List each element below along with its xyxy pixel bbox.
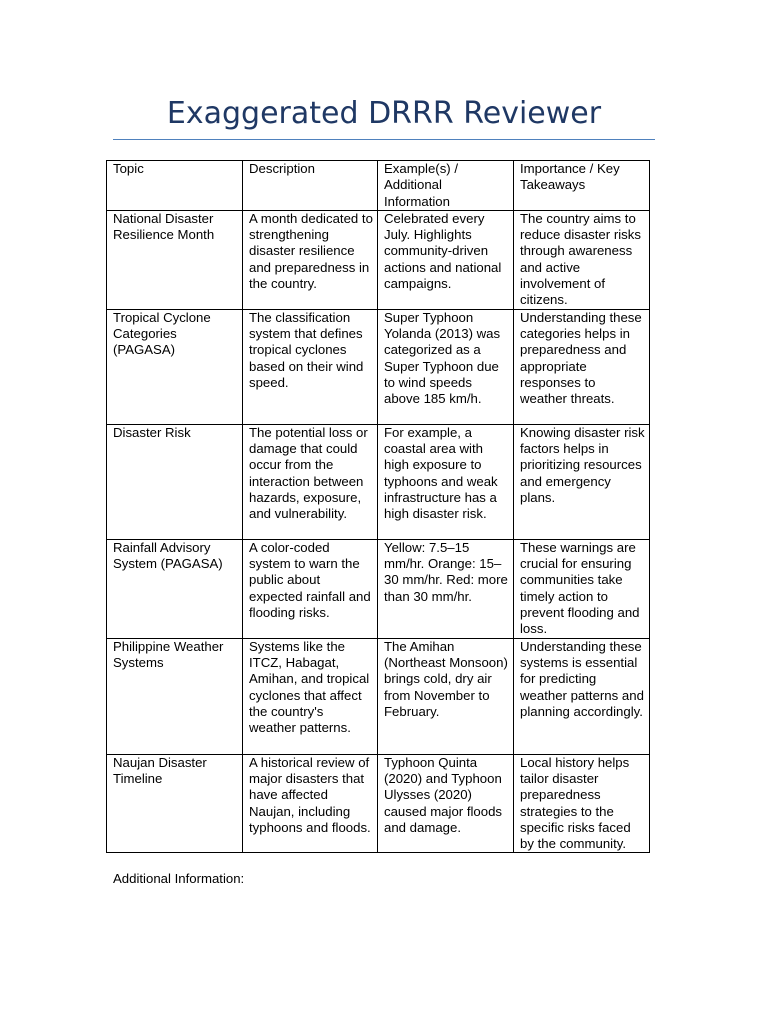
cell-examples: The Amihan (Northeast Monsoon) brings cold, dry air from November to February. [378,638,514,754]
cell-importance: Understanding these categories helps in preparedness and appropriate responses to weather threats. [514,309,650,424]
reviewer-table [106,160,650,853]
header-examples: Example(s) / Additional Information [378,161,514,211]
cell-examples: Typhoon Quinta (2020) and Typhoon Ulysses (2020) caused major floods and damage. [378,754,514,853]
table-row [107,210,650,309]
cell-description: The classification system that defines tropical cyclones based on their wind speed. [243,309,378,424]
header-importance: Importance / Key Takeaways [514,161,650,211]
cell-importance: Local history helps tailor disaster preparedness strategies to the specific risks faced by the community. [514,754,650,853]
cell-importance: Knowing disaster risk factors helps in prioritizing resources and emergency plans. [514,424,650,539]
cell-description: A color-coded system to warn the public about expected rainfall and flooding risks. [243,539,378,638]
cell-examples: Yellow: 7.5–15 mm/hr. Orange: 15–30 mm/hr. Red: more than 30 mm/hr. [378,539,514,638]
cell-examples: Super Typhoon Yolanda (2013) was categorized as a Super Typhoon due to wind speeds above 185 km/h. [378,309,514,424]
table-row [107,638,650,754]
table-row [107,539,650,638]
additional-information-label: Additional Information: [113,871,245,886]
cell-description: A historical review of major disasters that have affected Naujan, including typhoons and floods. [243,754,378,853]
header-topic: Topic [107,161,243,211]
cell-examples: For example, a coastal area with high exposure to typhoons and weak infrastructure has a high disaster risk. [378,424,514,539]
cell-importance: The country aims to reduce disaster risks through awareness and active involvement of citizens. [514,210,650,309]
cell-topic: Philippine Weather Systems [107,638,243,754]
cell-description: A month dedicated to strengthening disaster resilience and preparedness in the country. [243,210,378,309]
table-row [107,754,650,853]
cell-topic: Rainfall Advisory System (PAGASA) [107,539,243,638]
cell-description: Systems like the ITCZ, Habagat, Amihan, and tropical cyclones that affect the country's weather patterns. [243,638,378,754]
table-row [107,309,650,424]
cell-topic: Naujan Disaster Timeline [107,754,243,853]
table-header-row [107,161,650,211]
cell-importance: Understanding these systems is essential for predicting weather patterns and planning accordingly. [514,638,650,754]
document-title: Exaggerated DRRR Reviewer [166,96,602,131]
cell-topic: National Disaster Resilience Month [107,210,243,309]
cell-description: The potential loss or damage that could occur from the interaction between hazards, exposure, and vulnerability. [243,424,378,539]
title-underline [113,139,655,140]
cell-examples: Celebrated every July. Highlights community-driven actions and national campaigns. [378,210,514,309]
cell-importance: These warnings are crucial for ensuring communities take timely action to prevent flooding and loss. [514,539,650,638]
cell-topic: Tropical Cyclone Categories (PAGASA) [107,309,243,424]
table-row [107,424,650,539]
cell-topic: Disaster Risk [107,424,243,539]
header-description: Description [243,161,378,211]
